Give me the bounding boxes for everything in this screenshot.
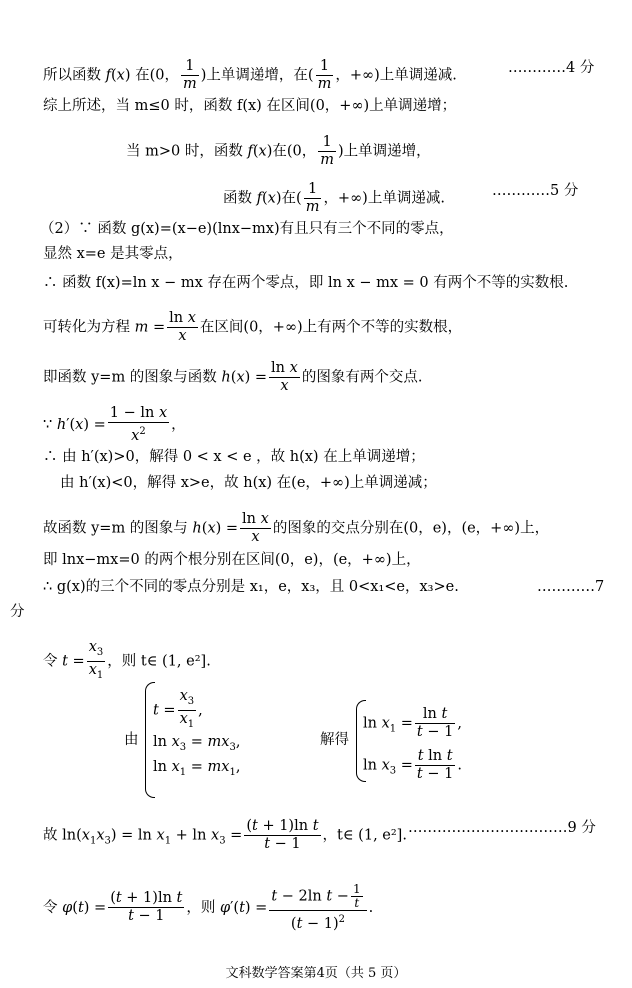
line-zero-e: 显然 x=e 是其零点，	[43, 246, 183, 262]
eq-lnx3: $\ln x_3 = mx_3$,	[153, 734, 241, 753]
line-decreasing	[223, 181, 445, 216]
text: 在(	[281, 190, 302, 207]
line-increasing: ∴ 由 h′(x)>0，解得 0 < x < e ，故 h(x) 在上单调递增；	[43, 449, 425, 465]
text: 令	[43, 653, 58, 670]
fraction-lnx-over-x: $\frac{\text{ln x}}{x}$	[169, 310, 196, 344]
fraction-tlnt-over-t-1: $\frac{\text{t ln t}}{t - 1}$	[416, 748, 454, 782]
fraction-phi-derivative: t − 2ln t − $\frac{1}{t}$ $(t - 1)^2$	[269, 883, 366, 933]
score-4: …………4 分	[508, 60, 595, 76]
fraction-1-over-t: $\frac{1}{t}$	[352, 882, 361, 910]
text: ∵	[43, 416, 53, 433]
fraction-lnx-over-x: $\frac{\text{ln x}}{x}$	[271, 360, 298, 394]
text: ，+∞)上单调递减.	[335, 67, 457, 84]
score-7-unit: 分	[10, 604, 25, 620]
fraction-x3-over-x1: $\frac{x_3}{x_1}$	[88, 639, 104, 681]
label-jiede: 解得	[320, 732, 349, 748]
line-part2: （2）∵ 函数 g(x)=(x−e)(lnx−mx)有且只有三个不同的零点，	[40, 221, 454, 237]
text: ，则	[186, 899, 216, 916]
line-m-positive	[126, 134, 431, 169]
line-phi: 令 φ(t) = $\frac{\text{(t + 1)ln t}}{t - 1}$ ，则 φ′(t) = t − 2ln t − $\frac{1}{t}$ $(t - 1)^2$ .	[43, 882, 374, 932]
fraction-1-over-m: $\frac{1}{m}$	[320, 134, 334, 168]
fraction-x3-over-x1: $\frac{x_3}{x_1}$	[179, 688, 195, 730]
line-graph-intersect: 即函数 y=m 的图象与函数 h(x) = $\frac{\text{ln x}}{x}$ 的图象有两个交点.	[43, 360, 423, 394]
fraction-lnt-over-t-1: $\frac{\text{ln t}}{t - 1}$	[416, 706, 454, 740]
line-ln-product: 故 $\ln(x_1x_3) = \ln x_1 + \ln x_3$ = $\frac{\text{(t + 1)ln t}}{t - 1}$ ，t∈ (1, e²].	[43, 818, 407, 852]
fraction-t+1-lnt: $\frac{\text{(t + 1)ln t}}{t - 1}$	[246, 818, 319, 852]
line-let-t: 令 t = $\frac{x_3}{x_1}$ ，则 t∈ (1, e²].	[43, 639, 211, 684]
line-two-zeros: ∴ 函数 f(x)=ln x − mx 存在两个零点，即 ln x − mx = 0 有两个不等的实数根.	[43, 275, 569, 291]
fraction-phi: $\frac{\text{(t + 1)ln t}}{t - 1}$	[110, 890, 183, 925]
text: 的图象有两个交点.	[301, 369, 423, 386]
text: 令	[43, 899, 58, 916]
text: 可转化为方程	[43, 319, 130, 336]
math-fx: f(x)	[256, 190, 282, 207]
text: 在区间(0，+∞)上有两个不等的实数根，	[199, 319, 463, 336]
eq-lnx3-solution: $\ln x_3$ = $\frac{\text{t ln t}}{t - 1}$ .	[363, 748, 462, 782]
label-you: 由	[124, 732, 139, 748]
text: )上单调递增，	[338, 143, 431, 160]
math-fx: f(x)	[247, 143, 273, 160]
eq-lnx1: $\ln x_1 = mx_1$,	[153, 759, 241, 778]
line-monotonic-1	[43, 58, 457, 93]
text: 故	[43, 827, 58, 844]
text: 的图象的交点分别在(0，e)，(e，+∞)上，	[272, 520, 550, 537]
score-7: …………7	[537, 579, 605, 595]
text: 即函数 y=m 的图象与函数	[43, 369, 217, 386]
text: 故函数 y=m 的图象与	[43, 520, 188, 537]
fraction-1-over-m: $\frac{1}{m}$	[317, 58, 332, 92]
text: 函数	[223, 190, 252, 207]
line-intersections: 故函数 y=m 的图象与 h(x) = $\frac{\text{ln x}}{x}$ 的图象的交点分别在(0，e)，(e，+∞)上，	[43, 511, 550, 545]
score-5: …………5 分	[492, 183, 579, 199]
text: 所以函数	[43, 67, 101, 84]
line-decreasing-2: 由 h′(x)<0，解得 x>e，故 h(x) 在(e，+∞)上单调递减；	[60, 475, 437, 491]
text: 在(0，	[272, 143, 317, 160]
eq-lnx1-solution: $\ln x_1$ = $\frac{\text{ln t}}{t - 1}$ ,	[363, 706, 462, 740]
eq-t-def: t = $\frac{x_3}{x_1}$ ,	[153, 688, 203, 733]
math-fx: f(x)	[105, 67, 131, 84]
text: ，+∞)上单调递减.	[323, 190, 445, 207]
line-summary: 综上所述，当 m≤0 时，函数 f(x) 在区间(0，+∞)上单调递增；	[43, 98, 457, 114]
line-derivative: ∵ h′(x) = $\frac{\text{1 − ln x}}{x^2}$ ，	[43, 405, 186, 444]
text: 当 m>0 时，函数	[126, 143, 243, 160]
fraction-1-over-m: $\frac{1}{m}$	[183, 58, 197, 92]
fraction-1-over-m: $\frac{1}{m}$	[305, 181, 320, 215]
text: ，则 t∈ (1, e²].	[107, 653, 211, 670]
score-9: ……………………………9 分	[408, 820, 596, 836]
fraction-derivative: $\frac{\text{1 − ln x}}{x^2}$	[109, 405, 168, 444]
text: ，t∈ (1, e²].	[322, 827, 407, 844]
text: 在(0，	[135, 67, 180, 84]
line-roots: 即 lnx−mx=0 的两个根分别在区间(0，e)，(e，+∞)上，	[43, 552, 421, 568]
fraction-lnx-over-x: $\frac{\text{ln x}}{x}$	[242, 511, 269, 545]
line-equation-m: 可转化为方程 m = $\frac{\text{ln x}}{x}$ 在区间(0，+∞)上有两个不等的实数根，	[43, 310, 463, 344]
text: )上单调递增，在(	[200, 67, 314, 84]
line-three-zeros: ∴ g(x)的三个不同的零点分别是 x₁，e，x₃，且 0<x₁<e，x₃>e.	[43, 579, 459, 595]
page-footer: 文科数学答案第4页（共 5 页）	[225, 966, 407, 981]
